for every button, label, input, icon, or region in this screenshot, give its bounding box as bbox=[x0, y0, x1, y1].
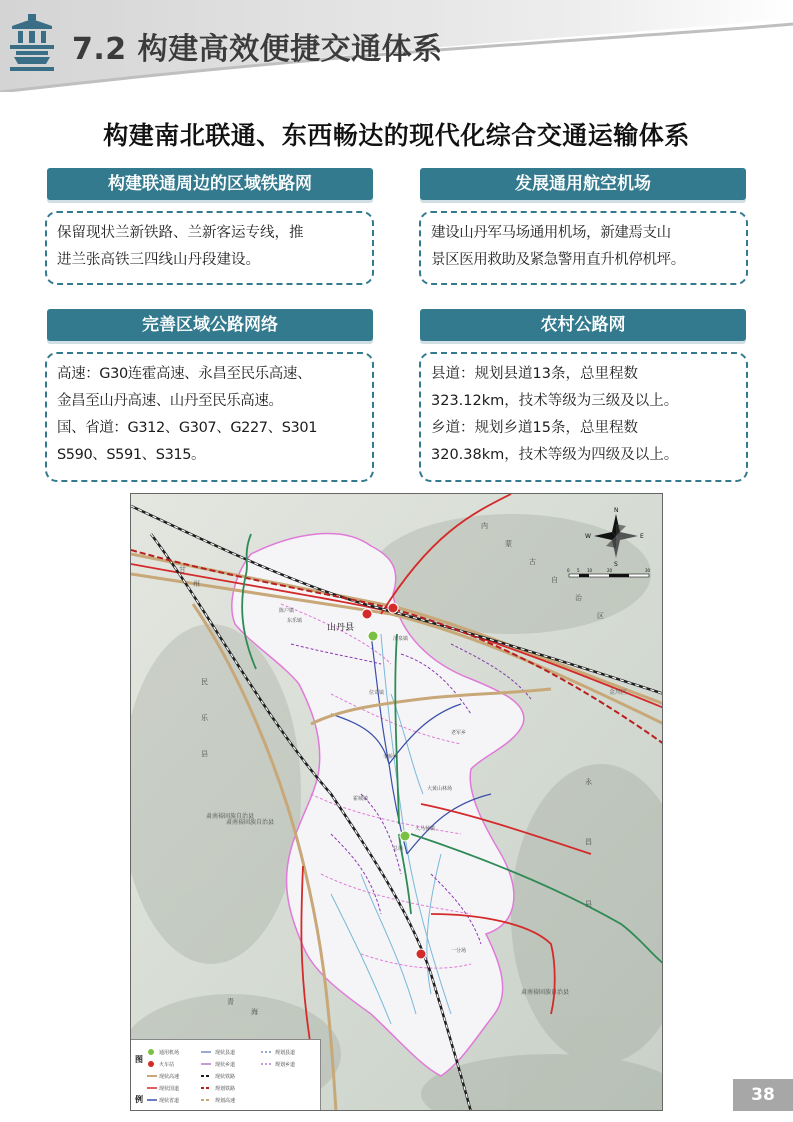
legend-heading: 图 bbox=[135, 1055, 143, 1064]
scale-tick: 10 bbox=[587, 568, 593, 573]
section-body-rural-roads bbox=[419, 352, 748, 482]
region-label: 乐 bbox=[201, 714, 208, 722]
region-label: 青 bbox=[227, 998, 234, 1006]
section-title-rural-roads: 农村公路网 bbox=[420, 309, 746, 341]
compass-east: E bbox=[640, 533, 644, 540]
legend-item: 规划县道 bbox=[275, 1050, 296, 1056]
text-line: 进兰张高铁三四线山丹段建设。 bbox=[57, 252, 260, 268]
text-line: 县道：规划县道13条，总里程数 bbox=[431, 366, 638, 382]
place-label: 李桥乡 bbox=[383, 754, 399, 760]
text-line: 320.38km，技术等级为四级及以上。 bbox=[431, 447, 679, 463]
legend-station-icon bbox=[148, 1061, 154, 1067]
place-label: 大黄山林场 bbox=[427, 786, 453, 792]
scale-tick: 5 bbox=[577, 568, 580, 573]
legend-item: 现状高速 bbox=[159, 1074, 180, 1080]
text-line: 金昌至山丹高速、山丹至民乐高速。 bbox=[57, 393, 283, 409]
text-line: 建设山丹军马场通用机场，新建焉支山 bbox=[431, 225, 671, 241]
legend-item: 规划乡道 bbox=[275, 1062, 296, 1068]
region-label: 海 bbox=[251, 1008, 258, 1016]
text-line: 高速：G30连霍高速、永昌至民乐高速、 bbox=[57, 366, 312, 382]
compass-north: N bbox=[614, 507, 619, 514]
section-body-general-aviation bbox=[419, 211, 748, 285]
text-line: S590、S591、S315。 bbox=[57, 447, 206, 463]
region-label: 金川区 bbox=[609, 689, 628, 696]
section-title-regional-railway: 构建联通周边的区域铁路网 bbox=[47, 168, 373, 200]
map-legend bbox=[131, 1039, 321, 1111]
legend-item: 现状铁路 bbox=[215, 1074, 236, 1080]
region-label: 昌 bbox=[585, 838, 592, 846]
legend-item: 现状县道 bbox=[215, 1050, 236, 1056]
place-label: 一分场 bbox=[451, 948, 467, 954]
section-body-highway-network bbox=[45, 352, 374, 482]
text-line: 景区医用救助及紧急警用直升机停机坪。 bbox=[431, 252, 685, 268]
place-label: 总场 bbox=[393, 846, 404, 852]
place-label: 东乐镇 bbox=[287, 618, 303, 624]
text-line: 国、省道：G312、G307、G227、S301 bbox=[57, 420, 318, 436]
legend-item: 规划高速 bbox=[215, 1098, 236, 1104]
legend-item: 现状国道 bbox=[159, 1086, 180, 1092]
place-label: 大马营镇 bbox=[415, 826, 436, 832]
compass-south: S bbox=[614, 561, 618, 568]
legend-item: 通用机场 bbox=[159, 1050, 180, 1056]
scale-tick: 30 bbox=[645, 568, 651, 573]
place-label: 老军乡 bbox=[451, 730, 467, 736]
region-label: 自 bbox=[551, 576, 558, 584]
scale-tick: 0 bbox=[567, 568, 570, 573]
region-label: 古 bbox=[529, 558, 536, 566]
region-label: 县 bbox=[585, 900, 592, 908]
region-label: 肃南裕固族自治县 bbox=[521, 989, 570, 996]
legend-item: 规划铁路 bbox=[215, 1086, 236, 1092]
region-label: 永 bbox=[585, 778, 592, 786]
section-title-general-aviation: 发展通用航空机场 bbox=[420, 168, 746, 200]
section-title-highway-network: 完善区域公路网络 bbox=[47, 309, 373, 341]
region-label: 蒙 bbox=[505, 540, 512, 548]
transport-map bbox=[130, 493, 663, 1111]
text-line: 乡道：规划乡道15条，总里程数 bbox=[431, 420, 638, 436]
transport-map-canvas bbox=[131, 494, 663, 1111]
region-label: 肃南裕固族自治县 bbox=[226, 819, 275, 826]
place-label: 霍城镇 bbox=[353, 796, 369, 802]
region-label: 甘 bbox=[179, 566, 186, 574]
legend-item: 火车站 bbox=[159, 1062, 175, 1068]
region-label: 治 bbox=[575, 594, 582, 602]
legend-airport-icon bbox=[148, 1049, 154, 1055]
region-label: 肃南裕固族自治县 bbox=[206, 813, 255, 820]
scale-tick: 20 bbox=[607, 568, 613, 573]
place-label: 陈户镇 bbox=[279, 608, 295, 614]
place-label: 位奇镇 bbox=[369, 690, 385, 696]
legend-item: 现状省道 bbox=[159, 1098, 180, 1104]
page-number: 38 bbox=[733, 1079, 793, 1111]
main-title: 构建南北联通、东西畅达的现代化综合交通运输体系 bbox=[103, 121, 690, 150]
county-label: 山丹县 bbox=[327, 623, 355, 633]
region-label: 区 bbox=[597, 612, 604, 620]
region-label: 内 bbox=[481, 522, 488, 530]
place-label: 清泉镇 bbox=[393, 636, 409, 642]
section-body-regional-railway bbox=[45, 211, 374, 285]
header-band bbox=[0, 0, 793, 92]
legend-heading: 例 bbox=[135, 1095, 143, 1104]
legend-item: 现状乡道 bbox=[215, 1062, 236, 1068]
compass-west: W bbox=[585, 533, 591, 540]
pagoda-logo-icon bbox=[8, 12, 56, 74]
text-line: 保留现状兰新铁路、兰新客运专线，推 bbox=[57, 225, 304, 241]
text-line: 323.12km，技术等级为三级及以上。 bbox=[431, 393, 679, 409]
region-label: 州 bbox=[193, 580, 200, 588]
region-label: 县 bbox=[201, 750, 208, 758]
section-title: 7.2 构建高效便捷交通体系 bbox=[72, 32, 443, 67]
region-label: 民 bbox=[201, 678, 208, 686]
